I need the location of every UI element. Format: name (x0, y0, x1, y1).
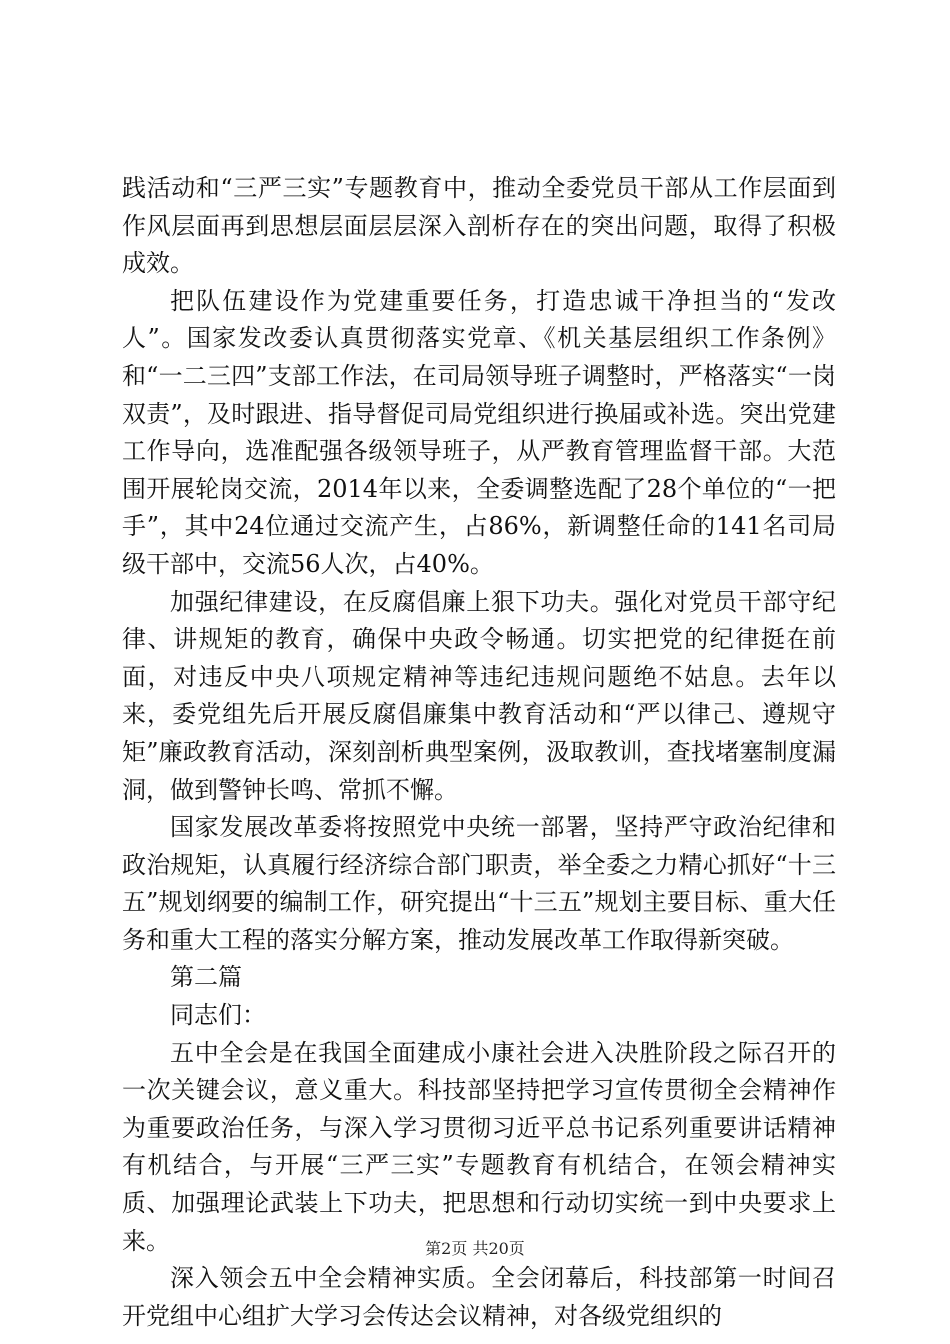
paragraph-outlook: 国家发展改革委将按照党中央统一部署，坚持严守政治纪律和政治规矩，认真履行经济综合部门职责，举全委之力精心抓好“十三五”规划纲要的编制工作，研究提出“十三五”规划主要目标、重大任务和重大工程的落实分解方案，推动发展改革工作取得新突破。 (122, 813, 836, 954)
salutation: 同志们： (170, 1001, 266, 1030)
page-number-footer: 第2页 共20页 (425, 1239, 525, 1258)
paragraph-discipline: 加强纪律建设，在反腐倡廉上狠下功夫。强化对党员干部守纪律、讲规矩的教育，确保中央政令畅通。切实把党的纪律挺在前面，对违反中央八项规定精神等违纪违规问题绝不姑息。去年以来，委党组先后开展反腐倡廉集中教育活动和“严以律己、遵规守矩”廉政教育活动，深刻剖析典型案例，汲取教训，查找堵塞制度漏洞，做到警钟长鸣、常抓不懈。 (122, 587, 836, 804)
document-body (122, 170, 836, 1335)
paragraph-team-building: 把队伍建设作为党建重要任务，打造忠诚干净担当的“发改人”。国家发改委认真贯彻落实党章、《机关基层组织工作条例》和“一二三四”支部工作法，在司局领导班子调整时，严格落实“一岗双责”，及时跟进、指导督促司局党组织进行换届或补选。突出党建工作导向，选准配强各级领导班子，从严教育管理监督干部。大范围开展轮岗交流，2014年以来，全委调整选配了28个单位的“一把手”，其中24位通过交流产生，占86%，新调整任命的141名司局级干部中，交流56人次，占40%。 (122, 286, 836, 578)
paragraph-continuation: 践活动和“三严三实”专题教育中，推动全委党员干部从工作层面到作风层面再到思想层面层层深入剖析存在的突出问题，取得了积极成效。 (122, 174, 836, 278)
paragraph-plenum: 五中全会是在我国全面建成小康社会进入决胜阶段之际召开的一次关键会议，意义重大。科技部坚持把学习宣传贯彻全会精神作为重要政治任务，与深入学习贯彻习近平总书记系列重要讲话精神有机结合，与开展“三严三实”专题教育有机结合，在领会精神实质、加强理论武装上下功夫，把思想和行动切实统一到中央要求上来。 (122, 1038, 836, 1255)
paragraph-spirit: 深入领会五中全会精神实质。全会闭幕后，科技部第一时间召开党组中心组扩大学习会传达会议精神，对各级党组织的 (122, 1264, 836, 1330)
section-heading: 第二篇 (170, 963, 242, 992)
